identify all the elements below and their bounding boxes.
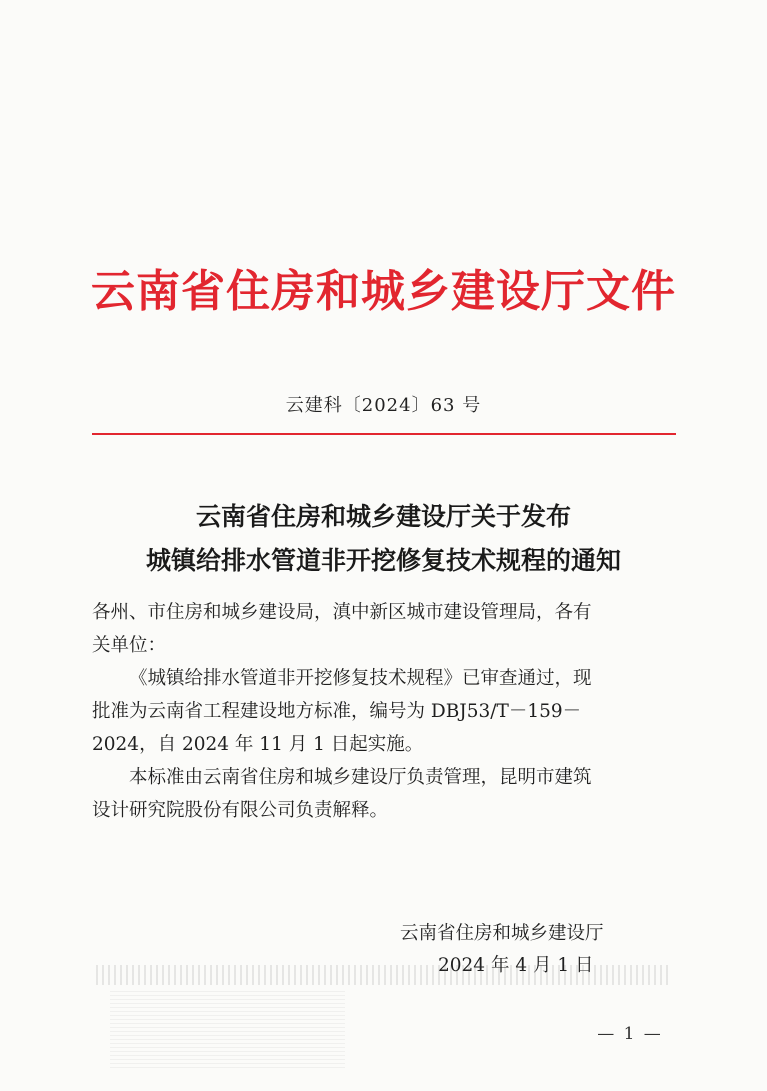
document-header-title: 云南省住房和城乡建设厅文件 <box>91 266 676 317</box>
signature-date: 2024 年 4 月 1 日 <box>438 955 594 976</box>
addressee-line-1: 各州、市住房和城乡建设局，滇中新区城市建设管理局，各有 <box>92 602 592 623</box>
notice-title-line-1: 云南省住房和城乡建设厅关于发布 <box>195 502 571 531</box>
show-through-texture-2 <box>110 990 345 1068</box>
red-divider-line <box>92 433 676 435</box>
notice-title <box>0 495 767 583</box>
paragraph-1-line-2: 批准为云南省工程建设地方标准，编号为 DBJ53/T－159－ <box>92 701 582 722</box>
paragraph-1-line-3: 2024，自 2024 年 11 月 1 日起实施。 <box>92 734 424 755</box>
notice-body <box>92 596 682 827</box>
notice-title-line-2: 城镇给排水管道非开挖修复技术规程的通知 <box>145 546 621 575</box>
addressee-line-2: 关单位： <box>92 635 167 656</box>
signature-organization: 云南省住房和城乡建设厅 <box>400 923 604 944</box>
document-number: 云建科〔2024〕63 号 <box>285 395 482 416</box>
paragraph-2-line-2: 设计研究院股份有限公司负责解释。 <box>92 800 389 821</box>
page-number: — 1 — <box>597 1024 663 1044</box>
paragraph-2-line-1: 本标准由云南省住房和城乡建设厅负责管理，昆明市建筑 <box>129 767 592 788</box>
paragraph-1-line-1: 《城镇给排水管道非开挖修复技术规程》已审查通过，现 <box>129 668 592 689</box>
show-through-texture <box>96 965 671 985</box>
